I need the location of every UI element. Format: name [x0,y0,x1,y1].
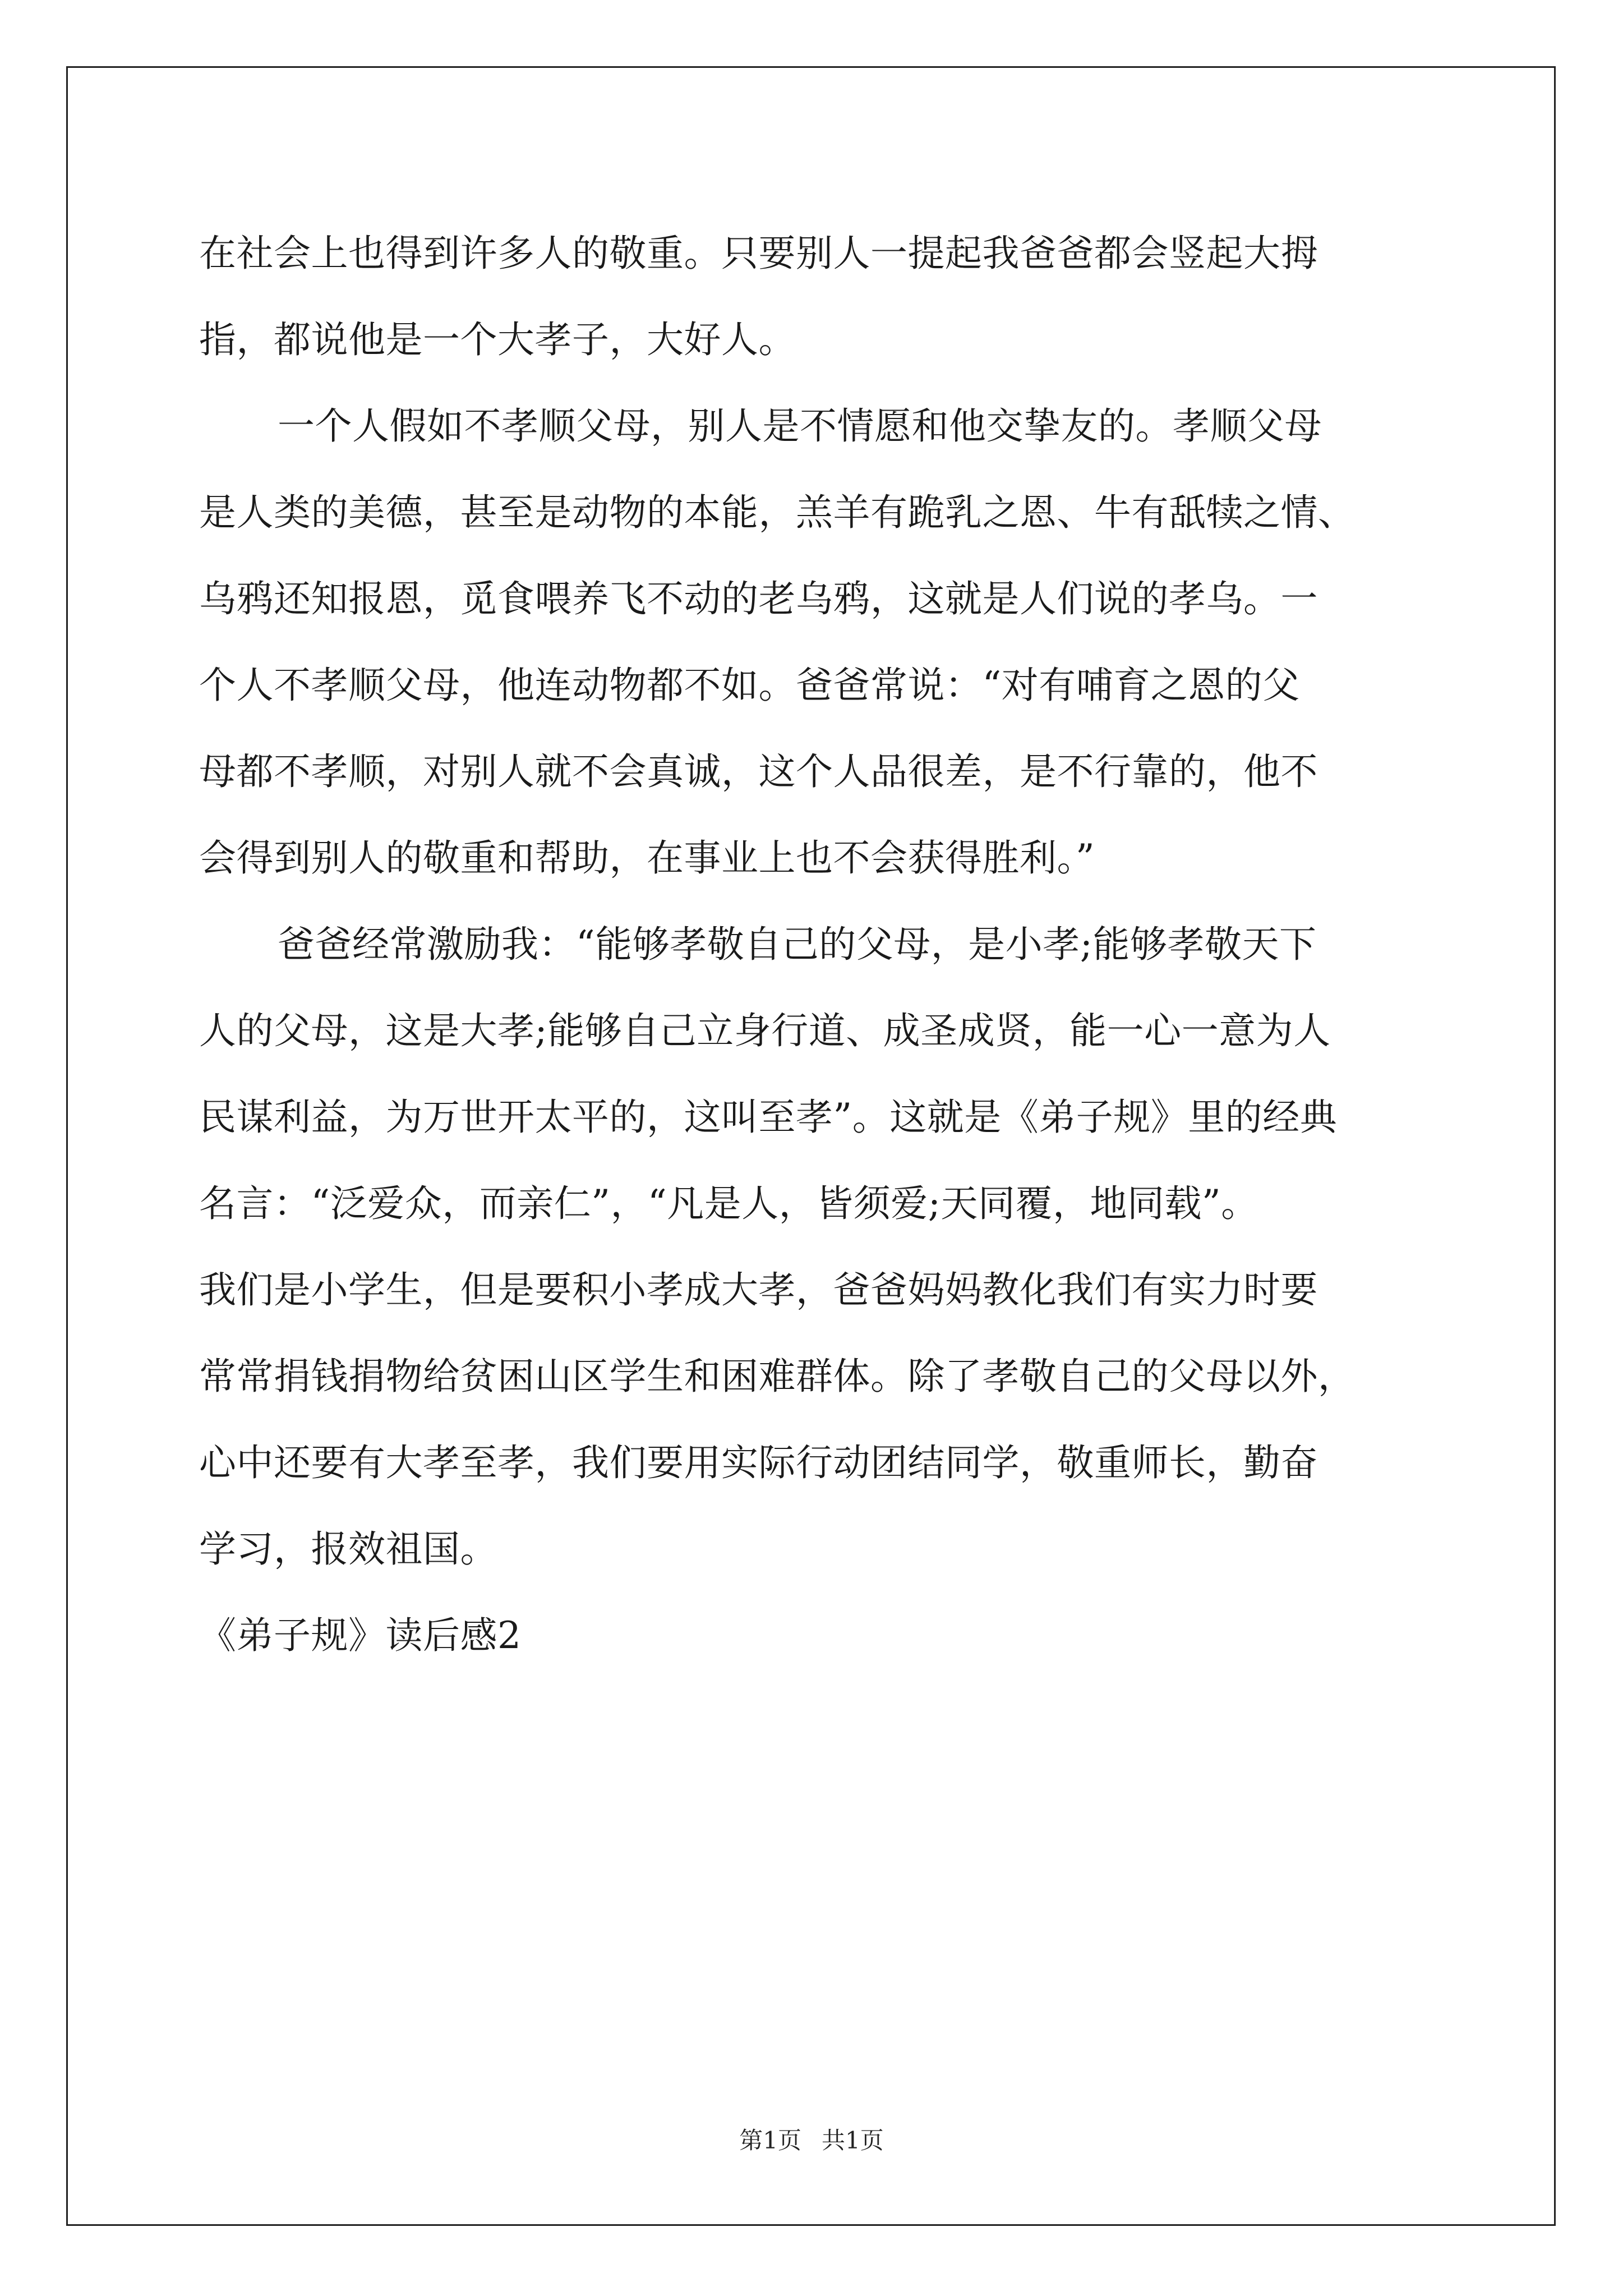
text-line: 母都不孝顺，对别人就不会真诚，这个人品很差，是不行靠的，他不 [199,750,1318,793]
section-heading: 《弟子规》读后感2 [199,1614,522,1657]
page-number-current: 第1页 [739,2127,801,2154]
text-line: 人的父母，这是大孝;能够自己立身行道、成圣成贤，能一心一意为人 [199,1009,1331,1052]
document-body [199,210,1433,1679]
text-line: 我们是小学生，但是要积小孝成大孝，爸爸妈妈教化我们有实力时要 [199,1268,1318,1312]
text-line: 名言：“泛爱众，而亲仁”，“凡是人，皆须爱;天同覆，地同载”。 [199,1182,1258,1225]
text-line: 常常捐钱捐物给贫困山区学生和困难群体。除了孝敬自己的父母以外， [199,1355,1355,1398]
text-line: 会得到别人的敬重和帮助，在事业上也不会获得胜利。” [199,836,1095,880]
text-line: 爸爸经常激励我：“能够孝敬自己的父母，是小孝;能够孝敬天下 [278,923,1317,966]
text-line: 学习，报效祖国。 [199,1527,497,1571]
text-line: 在社会上也得到许多人的敬重。只要别人一提起我爸爸都会竖起大拇 [199,232,1318,275]
text-line: 民谋利益，为万世开太平的，这叫至孝”。这就是《弟子规》里的经典 [199,1096,1338,1139]
text-line: 指，都说他是一个大孝子，大好人。 [199,318,796,361]
text-line: 是人类的美德，甚至是动物的本能，羔羊有跪乳之恩、牛有舐犊之情、 [199,491,1355,534]
text-line: 乌鸦还知报恩，觅食喂养飞不动的老乌鸦，这就是人们说的孝乌。一 [199,577,1318,620]
page-number-total: 共1页 [822,2127,884,2154]
text-line: 个人不孝顺父母，他连动物都不如。爸爸常说：“对有哺育之恩的父 [199,664,1300,707]
paragraph-1 [199,210,1433,383]
paragraph-2 [199,383,1433,901]
paragraph-3 [199,901,1433,1593]
text-line: 心中还要有大孝至孝，我们要用实际行动团结同学，敬重师长，勤奋 [199,1441,1318,1484]
text-line: 一个人假如不孝顺父母，别人是不情愿和他交挚友的。孝顺父母 [278,404,1322,448]
page-footer [0,2129,1623,2152]
